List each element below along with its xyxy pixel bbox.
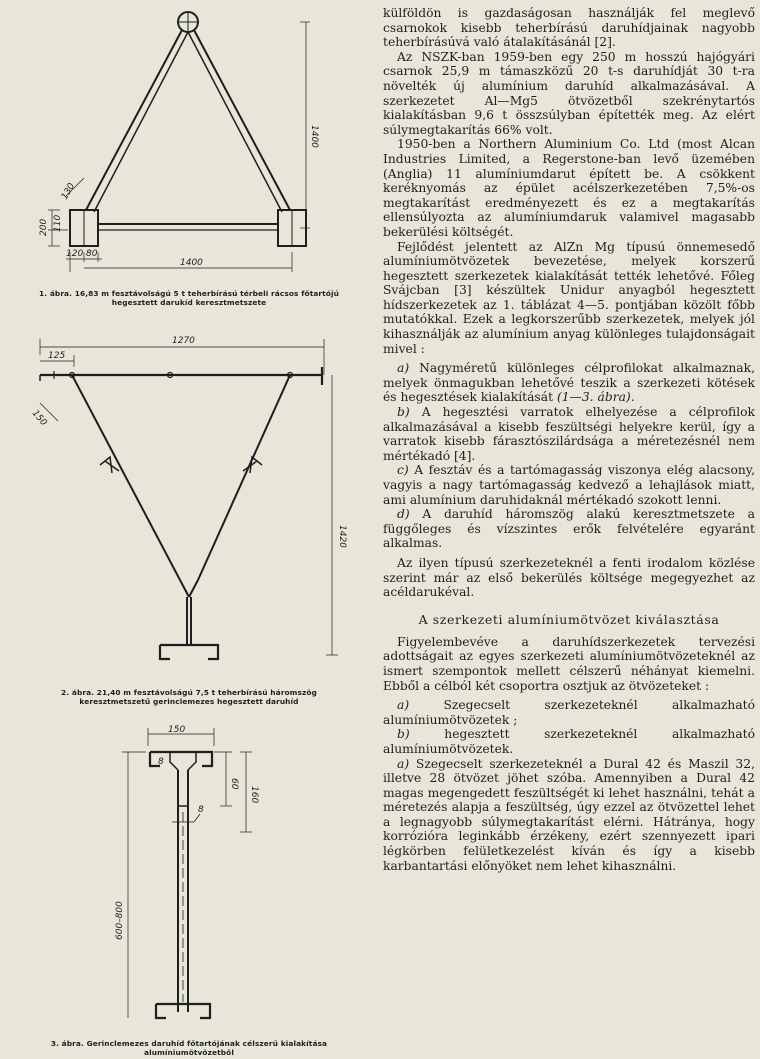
fig3-dim-width: 150 [168, 725, 186, 735]
list-label: a) [397, 698, 410, 713]
paragraph-intro: külföldön is gazdaságosan használják fel meglevő csarnokok kisebb teherbírású daruhídjainak nagyobb teherbírásúvá való átalakításánál [2]. [383, 6, 755, 50]
list-label: b) [397, 727, 410, 742]
paragraph-alznmg: Fejlődést jelentett az AlZn Mg típusú önnemesedő alumíniumötvözetek bevezetése, melyek korszerű hegesztett szerkezetek kialakítását tették lehetővé. Főleg Svájcban [3] készültek Unidur anyagból hegesztett hídszerkezetek az 1. táblázat 4—5. pontjában közölt főbb mutatókkal. Ezek a legkorszerűbb szerkezetek, melyek jól kihasználják az alumínium anyag különleges tulajdonságait mivel : [383, 239, 755, 356]
paragraph-alloy-selection: Figyelembevéve a daruhídszerkezetek tervezési adottságait az egyes szerkezeti alumíniumötvözeteknél az ismert szempontok mellett célszerű néhányat kiemelni. Ebből a célból két csoportra osztjuk az ötvözeteket : [383, 634, 755, 693]
paragraph-northern-aluminium: 1950-ben a Northern Aluminium Co. Ltd (most Alcan Industries Limited, a Regerstone-ban levő üzemében (Anglia) 11 alumíniumdarut épített be. A csökkent keréknyomás az épület acélszerkezetében 7,5%-os megtakarítást eredményezett és ez a megtakarítás ellensúlyozta az alumíniumdaruk valamivel magasabb bekerülési költségét. [383, 137, 755, 239]
paragraph-cost: Az ilyen típusú szerkezeteknél a fenti irodalom közlése szerint már az első bekerülés költsége megegyezhet az acéldarukéval. [383, 555, 755, 600]
fig1-dim-width: 1400 [180, 258, 203, 268]
paragraph-riveted [383, 757, 755, 874]
list-text: hegesztett szerkezeteknél alkalmazható alumíniumötvözetek. [383, 727, 755, 756]
figure-1-drawing [0, 0, 375, 282]
list-text: Szegecselt szerkezeteknél alkalmazható alumíniumötvözetek ; [383, 698, 755, 727]
list-label: d) [397, 507, 410, 522]
figure-3-caption-line1: 3. ábra. Gerinclemezes daruhíd főtartójának célszerű kialakítása [50, 1039, 328, 1048]
figure-3-caption [4, 1039, 374, 1057]
fig3-dim-web: 8 [198, 805, 204, 815]
section-heading: A szerkezeti alumíniumötvözet kiválasztása [418, 611, 720, 627]
fig1-dim-diag: 130 [59, 181, 78, 202]
figure-1-caption-line1: 1. ábra. 16,83 m fesztávolságú 5 t teherbírású térbeli rácsos főtartójú [39, 289, 339, 298]
fig2-dim-height: 1420 [337, 525, 347, 548]
list-label: c) [397, 463, 409, 478]
fig3-dim-t1: 8 [158, 757, 164, 767]
alloy-group-b [383, 727, 755, 756]
figure-2-caption-line1: 2. ábra. 21,40 m fesztávolságú 7,5 t teherbírású háromszög [61, 688, 317, 697]
list-item-d [383, 507, 755, 551]
list-item-b [383, 405, 755, 463]
figure-column [0, 0, 375, 1059]
fig2-dim-width: 1270 [172, 336, 195, 346]
fig1-dim-right: 80 [86, 249, 98, 259]
list-label: b) [397, 405, 410, 420]
figure-2-caption [4, 688, 374, 706]
figure-2-caption-line2: keresztmetszetű gerinclemezes hegesztett daruhíd [79, 697, 299, 706]
list-text: Nagyméretű különleges célprofilokat alkalmaznak, melyek önmagukban lehetővé teszik a szerkezeti kötések és hegesztések kialakítását [383, 361, 755, 405]
list-text-end: . [630, 390, 635, 405]
figure-3 [0, 722, 375, 1022]
figure-3-caption-line2: alumíniumötvözetből [144, 1048, 234, 1057]
list-text: A fesztáv és a tartómagasság viszonya elég alacsony, vagyis a nagy tartómagasság kedvező a lehajlások miatt, ami alumínium daruhidaknál mértékadó szokott lenni. [383, 463, 755, 507]
fig1-dim-h1: 200 [39, 218, 49, 236]
fig1-dim-height: 1400 [309, 125, 319, 148]
fig2-dim-diag: 150 [29, 408, 49, 429]
list-label: a) [397, 361, 410, 376]
figure-1 [0, 0, 375, 282]
figure-3-drawing [0, 722, 375, 1022]
fig3-dim-h1: 60 [229, 778, 239, 790]
figure-1-caption [4, 289, 374, 307]
figure-reference: (1—3. ábra) [556, 390, 631, 405]
alloy-group-a [383, 698, 755, 727]
list-text: Szegecselt szerkezeteknél a Dural 42 és Maszil 32, illetve 28 ötvözet jöhet szóba. Amennyiben a Dural 42 magas megengedett feszültségét ki lehet használni, tehát a méretezés alapja a feszültség, úgy ezzel az ötvözettel lehet a legnagyobb súlymegtakarítást elérni. Hátránya, hogy korrózióra leginkább érzékeny, ezért szennyezett ipari légkörben felületkezelést kíván és így a kisebb karbantartási előnyöket nem lehet kihasználni. [383, 756, 755, 873]
list-item-c [383, 463, 755, 507]
list-text: A daruhíd háromszög alakú keresztmetszete a függőleges és vízszintes erők felvételére egyaránt alkalmas. [383, 507, 755, 551]
figure-2-drawing [0, 315, 375, 685]
text-column [383, 6, 755, 873]
figure-2 [0, 315, 375, 685]
list-text: A hegesztési varratok elhelyezése a célprofilok alkalmazásával a kisebb feszültségi helyekre kerül, így a varratok kisebb fárasztószilárdsága a méretezésnél nem mértékadó [4]. [383, 405, 755, 463]
list-label: a) [397, 756, 410, 771]
fig3-dim-h2: 160 [249, 786, 259, 804]
fig2-dim-flange: 125 [48, 351, 66, 361]
fig1-dim-left: 120 [66, 249, 84, 259]
fig3-dim-height: 600–800 [115, 901, 125, 940]
figure-1-caption-line2: hegesztett darukíd keresztmetszete [111, 298, 267, 307]
paragraph-nszk: Az NSZK-ban 1959-ben egy 250 m hosszú hajógyári csarnok 25,9 m támaszközű 20 t-s daruhídját 30 t-ra növelték új alumínium daruhíd alkalmazásával. A szerkezetet Al—Mg5 ötvözetből szekrénytartós kialakításban 9,6 t összsúlyban építették meg. Az elért súlymegtakarítás 66% volt. [383, 49, 755, 137]
list-item-a [383, 361, 755, 405]
fig1-dim-h2: 110 [53, 214, 63, 232]
